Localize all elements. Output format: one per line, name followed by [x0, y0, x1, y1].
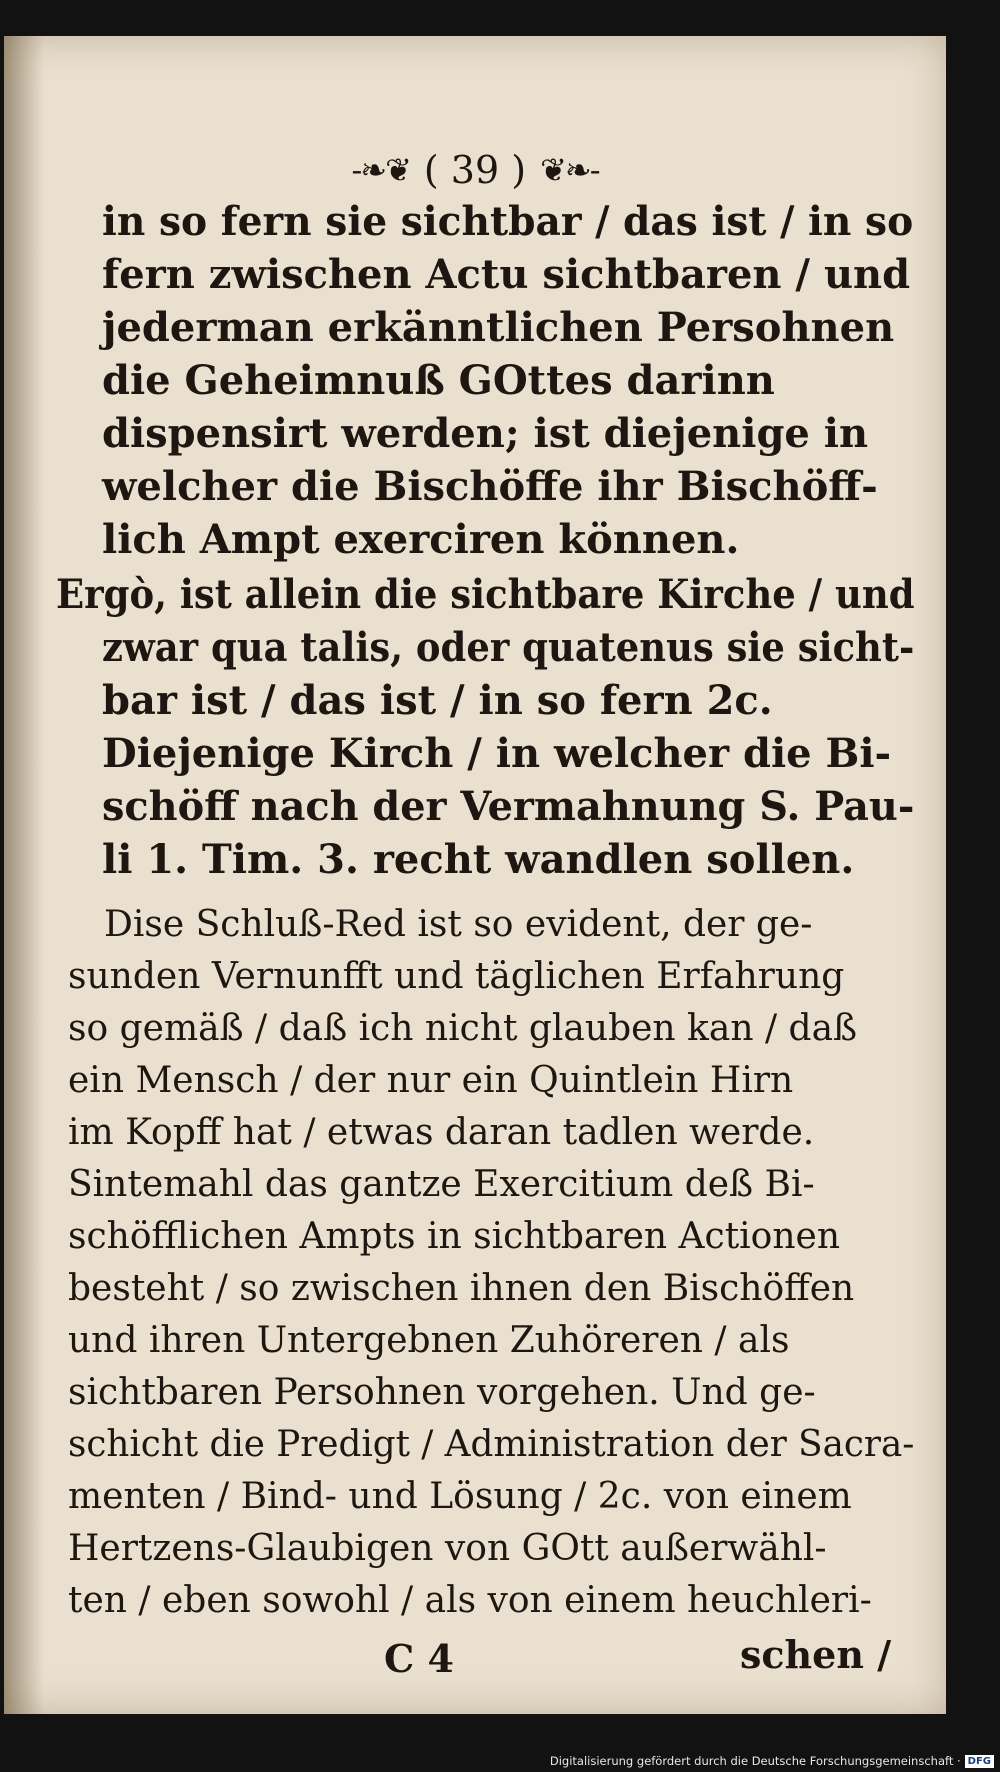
- text-line: jederman erkänntlichen Persohnen: [102, 304, 895, 351]
- text-line: welcher die Bischöffe ihr Bischöff-: [102, 463, 878, 510]
- text-line: besteht / so zwischen ihnen den Bischöffen: [68, 1268, 855, 1309]
- text-line: die Geheimnuß GOttes darinn: [102, 357, 775, 404]
- text-line: und ihren Untergebnen Zuhöreren / als: [68, 1320, 790, 1361]
- text-line: lich Ampt exerciren können.: [102, 516, 740, 563]
- text-line: fern zwischen Actu sichtbaren / und: [102, 251, 911, 298]
- text-line: ein Mensch / der nur ein Quintlein Hirn: [68, 1060, 794, 1101]
- text-line: so gemäß / daß ich nicht glauben kan / daß: [68, 1008, 858, 1049]
- text-line: li 1. Tim. 3. recht wandlen sollen.: [102, 836, 855, 883]
- text-line: schöff nach der Vermahnung S. Pau-: [102, 783, 915, 830]
- text-line: schöfflichen Ampts in sichtbaren Actionen: [68, 1216, 841, 1257]
- page-spine-shadow: [4, 36, 44, 1714]
- text-line: bar ist / das ist / in so fern 2c.: [102, 677, 773, 724]
- catchword: schen /: [740, 1632, 892, 1677]
- text-line: dispensirt werden; ist diejenige in: [102, 410, 869, 457]
- text-line: Diejenige Kirch / in welcher die Bi-: [102, 730, 892, 777]
- book-page: [4, 36, 946, 1714]
- dfg-logo-icon: DFG: [965, 1755, 994, 1768]
- text-line: zwar qua talis, oder quatenus sie sicht-: [102, 624, 915, 671]
- text-line: schicht die Predigt / Administration der Sacra-: [68, 1424, 915, 1465]
- ornament-right-icon: ❦❧-: [540, 151, 599, 189]
- text-line: Hertzens-Glaubigen von GOtt außerwähl-: [68, 1528, 827, 1569]
- text-line: Sintemahl das gantze Exercitium deß Bi-: [68, 1164, 815, 1205]
- signature-mark: C 4: [384, 1636, 454, 1681]
- text-line: ten / eben sowohl / als von einem heuchleri-: [68, 1580, 872, 1621]
- text-line: im Kopff hat / etwas daran tadlen werde.: [68, 1112, 815, 1153]
- credit-text: Digitalisierung gefördert durch die Deutsche Forschungsgemeinschaft ·: [549, 1754, 961, 1768]
- text-line: sichtbaren Persohnen vorgehen. Und ge-: [68, 1372, 816, 1413]
- text-line: sunden Vernunfft und täglichen Erfahrung: [68, 956, 845, 997]
- text-line: in so fern sie sichtbar / das ist / in so: [102, 198, 914, 245]
- text-line: Ergò, ist allein die sichtbare Kirche / und: [56, 571, 915, 618]
- ornament-left-icon: -❧❦: [351, 151, 410, 189]
- page-number: ( 39 ): [423, 148, 527, 192]
- digitization-credit: [550, 1754, 994, 1768]
- text-line: Dise Schluß-Red ist so evident, der ge-: [104, 904, 813, 945]
- text-line: menten / Bind- und Lösung / 2c. von einem: [68, 1476, 852, 1517]
- page-header: [4, 148, 946, 192]
